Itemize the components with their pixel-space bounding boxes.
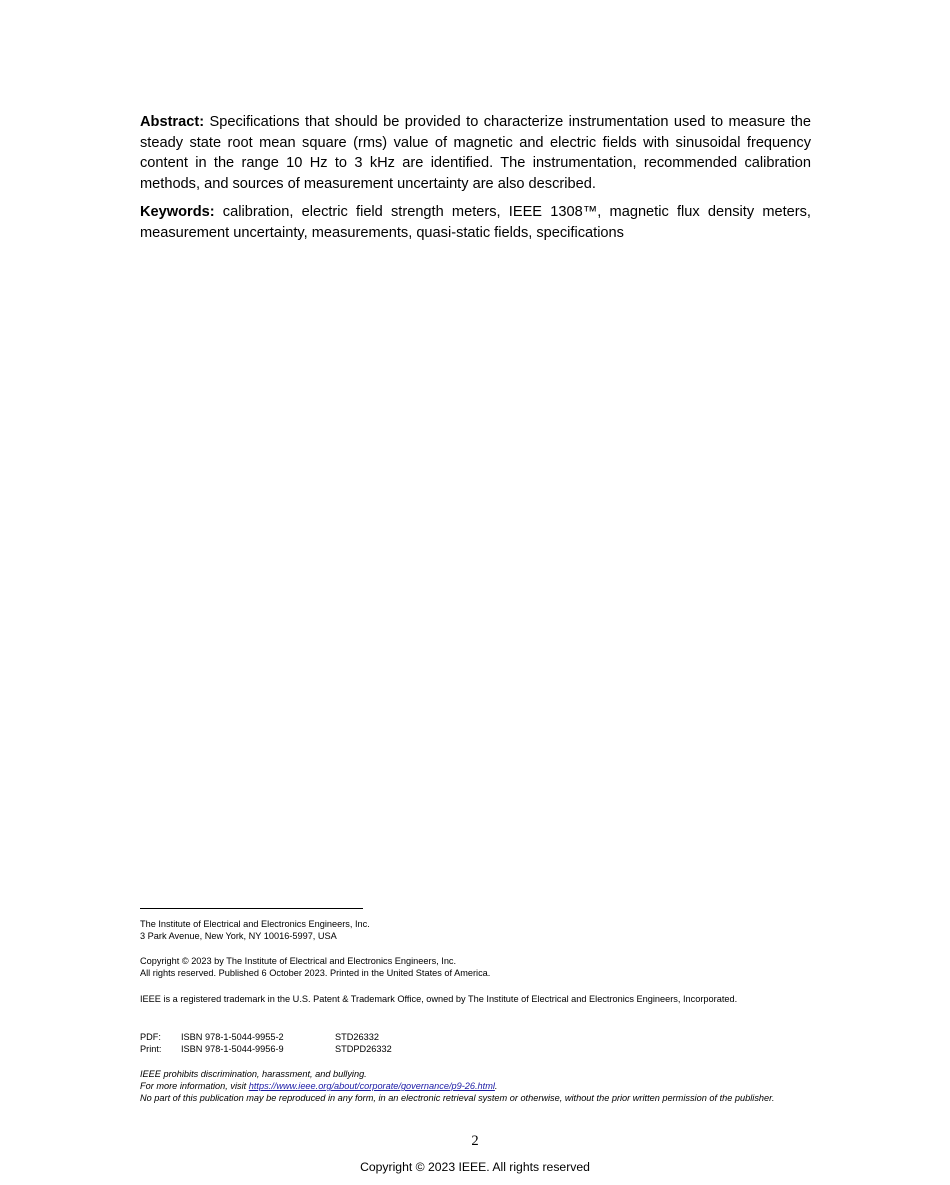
policy-line-1: IEEE prohibits discrimination, harassment, and bullying. [140, 1069, 367, 1079]
copyright-block [140, 955, 812, 979]
policy-line-3: No part of this publication may be reproduced in any form, in an electronic retrieval system or otherwise, without the prior written permission of the publisher. [140, 1093, 775, 1103]
identifier-isbn: ISBN 978-1-5044-9956-9 [181, 1044, 284, 1054]
keywords-paragraph [140, 202, 811, 243]
identifier-std: STDPD26332 [335, 1044, 392, 1054]
identifier-isbn: ISBN 978-1-5044-9955-2 [181, 1032, 284, 1042]
keywords-text: calibration, electric field strength meters, IEEE 1308™, magnetic flux density meters, measurement uncertainty, measurements, quasi-static fields, specifications [140, 204, 811, 241]
abstract-label: Abstract: [140, 114, 205, 130]
keywords-label: Keywords: [140, 204, 215, 220]
copyright-line-1: Copyright © 2023 by The Institute of Electrical and Electronics Engineers, Inc. [140, 956, 457, 966]
abstract-paragraph [140, 112, 811, 194]
policy-suffix: . [494, 1081, 498, 1091]
identifier-format: PDF: [140, 1032, 161, 1042]
policy-link[interactable]: https://www.ieee.org/about/corporate/governance/p9-26.html [248, 1081, 495, 1091]
identifier-row-print [140, 1043, 812, 1055]
copyright-line-2: All rights reserved. Published 6 October 2023. Printed in the United States of America. [140, 968, 491, 978]
policy-block [140, 1068, 812, 1104]
policy-line-2 [140, 1080, 812, 1092]
page-number: 2 [471, 1133, 479, 1149]
identifier-row-pdf [140, 1031, 812, 1043]
policy-prefix: For more information, visit [140, 1081, 249, 1091]
trademark-text: IEEE is a registered trademark in the U.S. Patent & Trademark Office, owned by The Institute of Electrical and Electronics Engineers, Incorporated. [140, 994, 738, 1004]
publisher-block [140, 918, 812, 942]
publisher-address: 3 Park Avenue, New York, NY 10016-5997, USA [140, 931, 337, 941]
publisher-name: The Institute of Electrical and Electronics Engineers, Inc. [140, 919, 370, 929]
page-footer: Copyright © 2023 IEEE. All rights reserved [360, 1160, 590, 1174]
identifier-std: STD26332 [335, 1032, 379, 1042]
abstract-text: Specifications that should be provided to characterize instrumentation used to measure the steady state root mean square (rms) value of magnetic and electric fields with sinusoidal frequency content in the range 10 Hz to 3 kHz are identified. The instrumentation, recommended calibration methods, and sources of measurement uncertainty are also described. [140, 114, 811, 192]
identifiers-block [140, 1031, 812, 1055]
identifier-format: Print: [140, 1044, 162, 1054]
footnote-divider [140, 908, 363, 909]
trademark-block [140, 993, 740, 1005]
